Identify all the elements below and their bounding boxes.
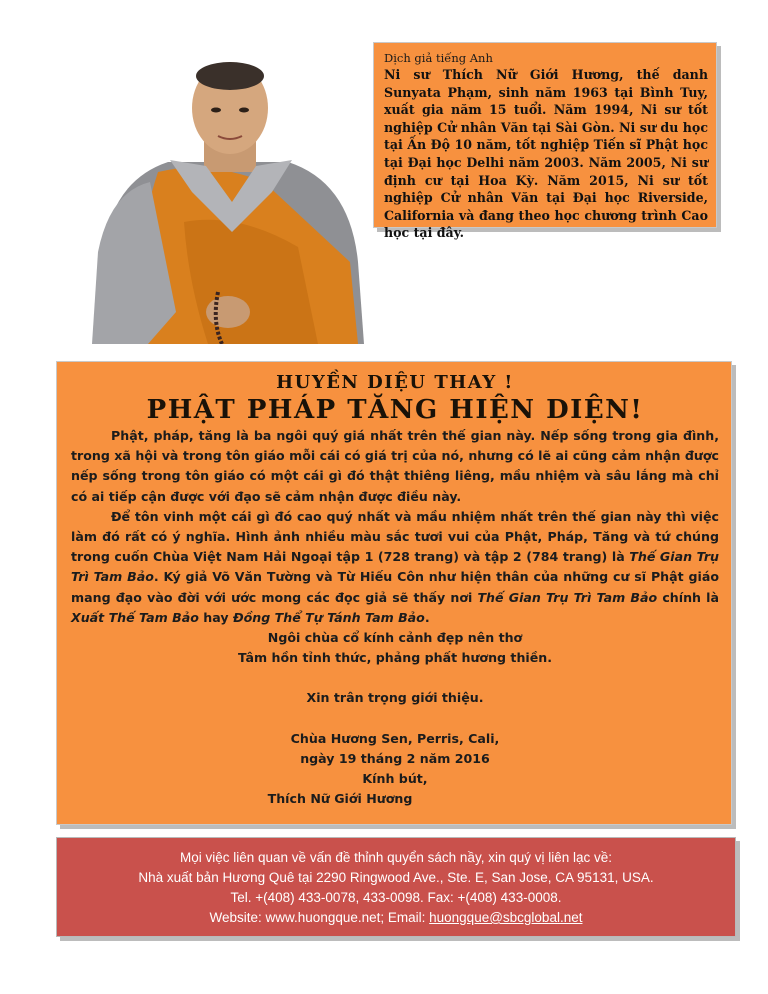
para2-title-h: Đồng Thể Tự Tánh Tam Bảo — [232, 609, 425, 625]
signature-name: Thích Nữ Giới Hương — [267, 791, 413, 807]
contact-line-4 — [57, 908, 735, 928]
para2-title-d: Thế Gian Trụ Trì Tam Bảo — [477, 589, 658, 605]
contact-line-1: Mọi việc liên quan về vấn đề thỉnh quyển sách nầy, xin quý vị liên lạc về: — [180, 850, 612, 865]
translator-bio: Ni sư Thích Nữ Giới Hương, thế danh Sunyata Phạm, sinh năm 1963 tại Bình Tuy, xuất gia năm 15 tuổi. Năm 1994, Ni sư tốt nghiệp Cử nhân Văn tại Sài Gòn. Ni sư du học tại Ấn Độ 10 năm, tốt nghiệp Tiến sĩ Phật học tại Đại học Delhi năm 2003. Năm 2005, Ni sư định cư tại Hoa Kỳ. Năm 2015, Ni sư tốt nghiệp Cử nhân Văn tại Đại học Riverside, California và đang theo học chương trình Cao học tại đây. — [384, 67, 708, 241]
poem-line-2: Tâm hồn tỉnh thức, phảng phất hương thiền. — [237, 650, 553, 666]
para2-text-i: . — [424, 609, 430, 625]
introduction-box — [56, 361, 732, 825]
poem-line-1: Ngôi chùa cổ kính cảnh đẹp nên thơ — [267, 630, 523, 646]
contact-line-2: Nhà xuất bản Hương Quê tại 2290 Ringwood Ave., Ste. E, San Jose, CA 95131, USA. — [138, 870, 654, 885]
headline-primary: HUYỀN DIỆU THAY ! — [276, 372, 514, 393]
translator-portrait — [88, 62, 370, 344]
translator-label: Dịch giả tiếng Anh — [384, 51, 493, 65]
para2-text-g: hay — [198, 609, 233, 625]
signature-regards: Kính bút, — [362, 771, 428, 787]
contact-box — [56, 837, 736, 937]
email-link[interactable]: huongque@sbcglobal.net — [429, 910, 583, 925]
para2-text-c: . Ký giả Võ Văn Tường và Từ Hiếu Côn như hiện thân của những cư sĩ Phật giáo mang đạo vào đời với ước mong các đọc giả sẽ thấy nơi — [71, 569, 719, 605]
para2-text-e: chính là — [657, 589, 720, 605]
website-text: Website: www.huongque.net; Email: — [209, 910, 430, 925]
intro-paragraph-2 — [71, 507, 719, 628]
signature-place: Chùa Hương Sen, Perris, Cali, — [290, 730, 500, 746]
signature-date: ngày 19 tháng 2 năm 2016 — [300, 750, 490, 766]
contact-line-3: Tel. +(408) 433-0078, 433-0098. Fax: +(408) 433-0008. — [230, 890, 562, 905]
para2-title-a: Thế Gian Trụ Trì Tam Bảo — [71, 549, 719, 585]
headline-secondary: PHẬT PHÁP TĂNG HIỆN DIỆN! — [146, 395, 644, 425]
para2-text-a: Để tôn vinh một cái gì đó cao quý nhất và mầu nhiệm nhất trên thế gian này thì việc làm đó rất có ý nghĩa. Hình ảnh nhiều màu sắc tươi vui của Phật, Pháp, Tăng và tứ chúng trong cuốn Chùa Việt Nam Hải Ngoại tập 1 (728 trang) và tập 2 (784 trang) là — [71, 508, 719, 565]
intro-paragraph-1: Phật, pháp, tăng là ba ngôi quý giá nhất trên thế gian này. Nếp sống trong gia đình, trong xã hội và trong tôn giáo mỗi cái có giá trị của nó, nhưng có lẽ ai cũng cảm nhận được nếp sống trong tôn giáo có một cái gì đó thật thiêng liêng, mầu nhiệm và sâu lắng mà chỉ có ai tiếp cận được với đạo sẽ cảm nhận được điều này. — [71, 428, 719, 504]
para2-title-f: Xuất Thế Tam Bảo — [71, 609, 199, 625]
translator-bio-box — [373, 42, 717, 241]
closing-line: Xin trân trọng giới thiệu. — [306, 690, 484, 706]
